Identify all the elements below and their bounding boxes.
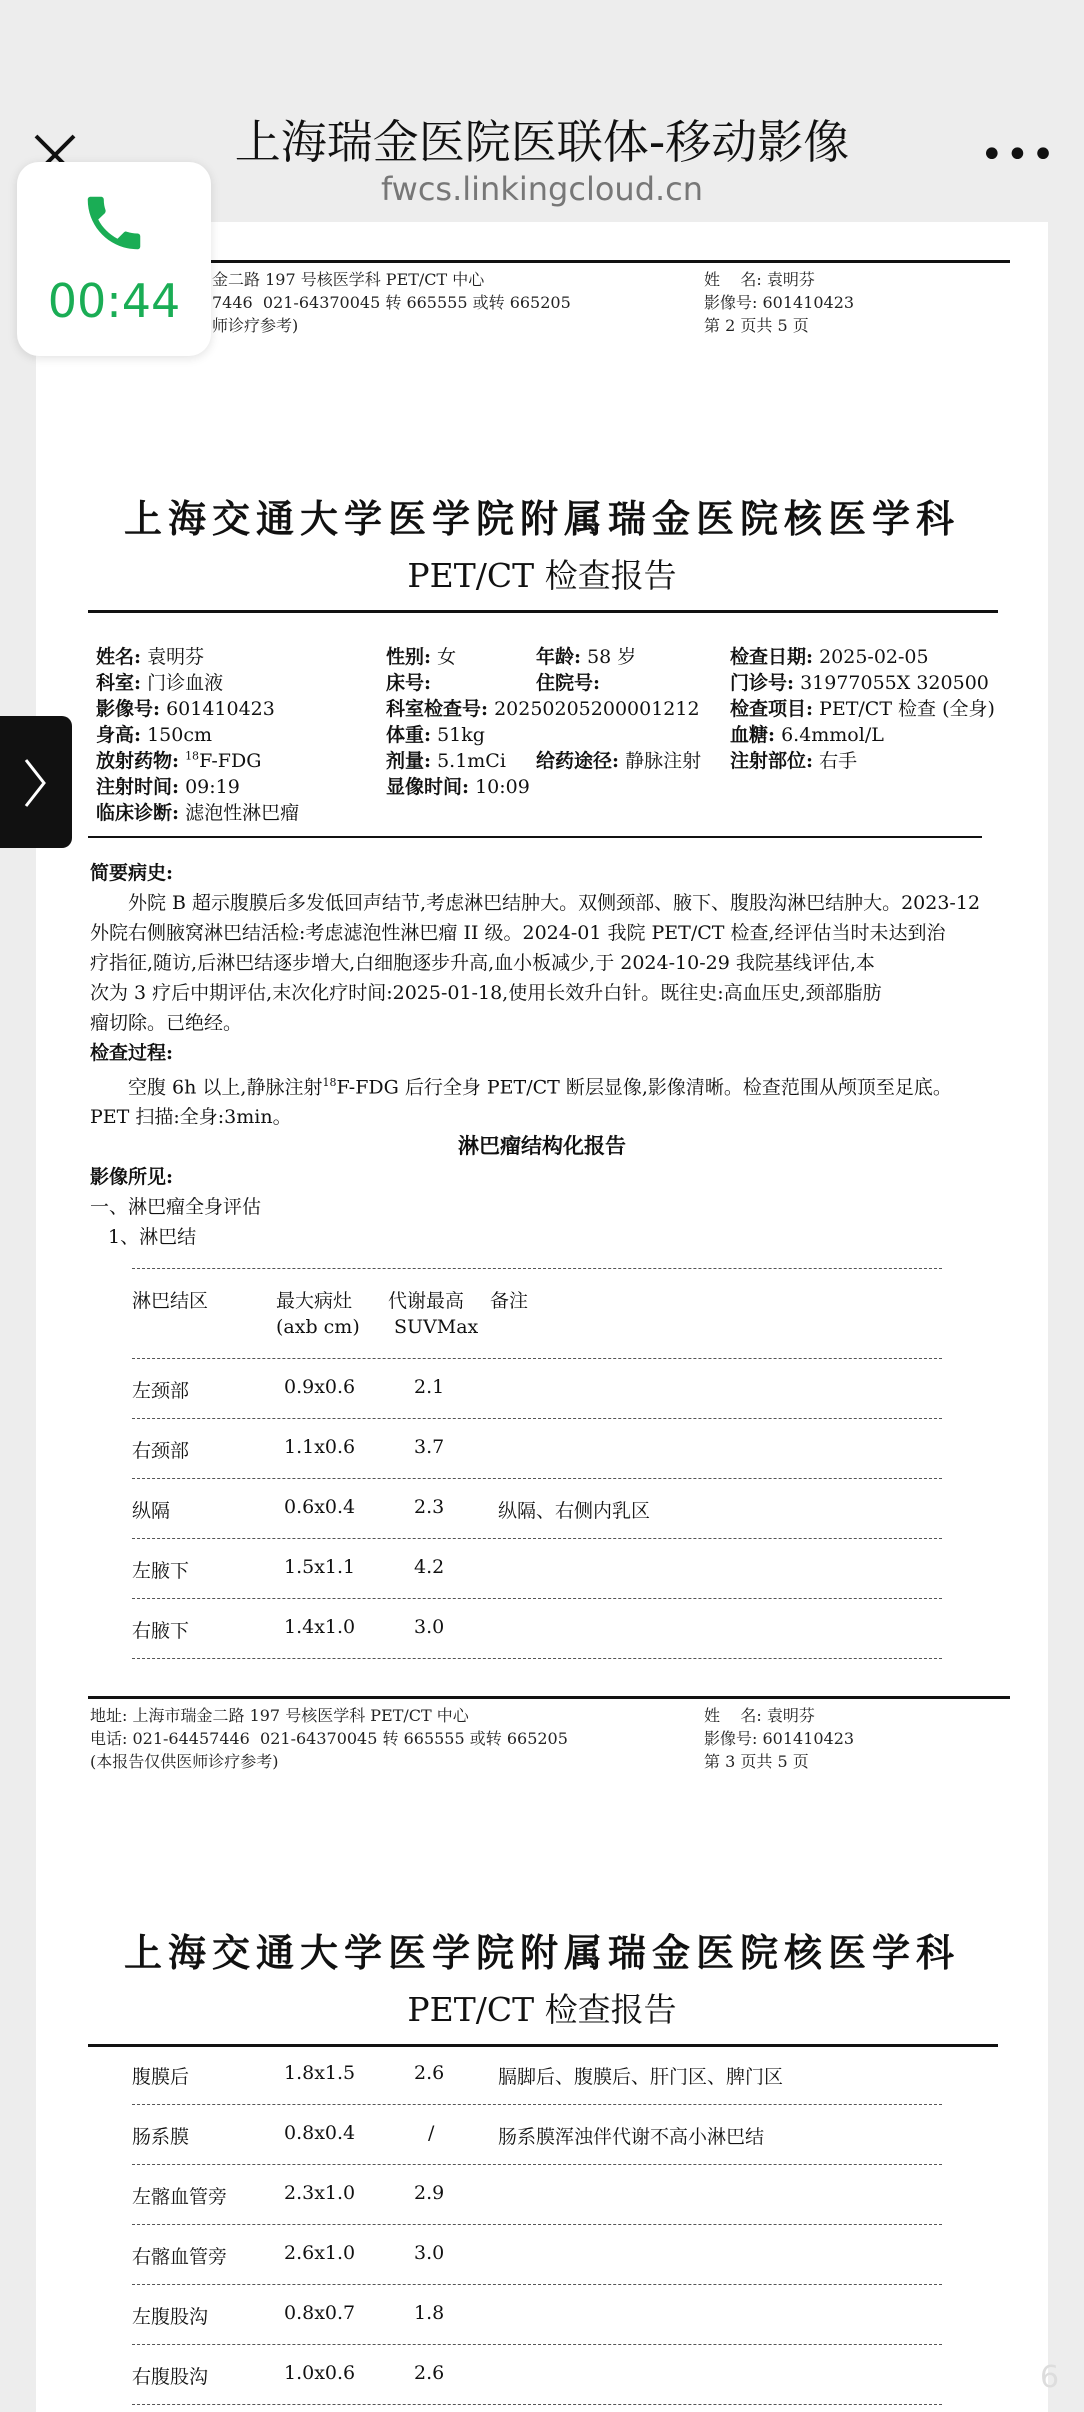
chevron-right-icon: [20, 756, 50, 810]
patient-weight: 体重: 51kg: [386, 724, 485, 746]
department: 科室: 门诊血液: [96, 672, 224, 694]
table-row-size: 0.8x0.7: [284, 2302, 356, 2324]
table-row-suv: 2.6: [414, 2062, 445, 2084]
footer-rule: [120, 260, 1010, 263]
col-header-size: 最大病灶: [276, 1290, 353, 1312]
imaging-time: 显像时间: 10:09: [386, 776, 530, 798]
table-rule: [132, 1598, 942, 1599]
table-row-size: 0.9x0.6: [284, 1376, 356, 1398]
injection-time: 注射时间: 09:19: [96, 776, 240, 798]
table-rule: [132, 2104, 942, 2105]
page-title: 上海瑞金医院医联体-移动影像: [234, 115, 850, 169]
footer-patient-name: 姓 名: 袁明芬: [704, 1706, 815, 1725]
table-row-region: 肠系膜: [132, 2126, 190, 2148]
table-row-suv: 3.0: [414, 1616, 445, 1638]
footer-image-no: 影像号: 601410423: [704, 1729, 855, 1748]
table-rule: [132, 2344, 942, 2345]
table-rule: [132, 1358, 942, 1359]
table-row-suv: /: [428, 2122, 435, 2144]
table-rule: [132, 2224, 942, 2225]
table-rule: [132, 1418, 942, 1419]
report-document: [36, 222, 1048, 2412]
image-number: 影像号: 601410423: [96, 698, 275, 720]
footer-rule: [88, 1696, 1010, 1699]
footer-patient-name: 姓 名: 袁明芬: [704, 270, 815, 289]
table-row-region: 右腹股沟: [132, 2366, 209, 2388]
table-row-size: 2.6x1.0: [284, 2242, 356, 2264]
table-row-region: 左腹股沟: [132, 2306, 209, 2328]
radiopharmaceutical: 放射药物: $^{18}$F-FDG: [96, 749, 262, 772]
clinical-diagnosis: 临床诊断: 滤泡性淋巴瘤: [96, 802, 300, 824]
table-rule: [132, 2284, 942, 2285]
table-row-suv: 2.9: [414, 2182, 445, 2204]
table-row-size: 0.6x0.4: [284, 1496, 356, 1518]
footer-note: 师诊疗参考): [212, 316, 299, 335]
table-row-suv: 4.2: [414, 1556, 445, 1578]
exam-item: 检查项目: PET/CT 检查 (全身): [730, 698, 995, 720]
hospital-name: 上海交通大学医学院附属瑞金医院核医学科: [123, 1930, 960, 1975]
header-rule: [88, 610, 998, 613]
bed-number: 床号:: [386, 672, 432, 694]
table-rule: [132, 1268, 942, 1269]
footer-address: 地址: 上海市瑞金二路 197 号核医学科 PET/CT 中心: [90, 1706, 469, 1725]
table-row-size: 1.8x1.5: [284, 2062, 356, 2084]
table-row-size: 1.5x1.1: [284, 1556, 356, 1578]
more-options-button[interactable]: •••: [980, 132, 1057, 178]
call-timer: 00:44: [47, 274, 181, 328]
table-row-region: 右腋下: [132, 1620, 190, 1642]
col-header-region: 淋巴结区: [132, 1290, 209, 1312]
outpatient-number: 门诊号: 31977055X 320500: [730, 672, 989, 694]
history-heading: 简要病史:: [90, 862, 174, 884]
table-row-region: 左髂血管旁: [132, 2186, 228, 2208]
table-rule: [132, 1658, 942, 1659]
side-expand-tab[interactable]: [0, 716, 72, 848]
footer-phone: 电话: 021-64457446 021-64370045 转 665555 或转 665205: [90, 1729, 568, 1748]
history-text: 外院 B 超示腹膜后多发低回声结节,考虑淋巴结肿大。双侧颈部、腋下、腹股沟淋巴结肿大。2023-12 外院右侧腋窝淋巴结活检:考虑滤泡性淋巴瘤 II 级。2024-01 我院 PET/CT 检查,经评估当时未达到治 疗指征,随访,后淋巴结逐步增大,白细胞逐步升高,血小板减少,于 2024-10-29 我院基线评估,本 次为 3 疗后中期评估,末次化疗时间:2025-01-18,使用长效升白针。既往史:高血压史,颈部脂肪 瘤切除。已绝经。: [90, 892, 981, 1034]
page-indicator: 6: [1040, 2360, 1060, 2395]
table-row-suv: 3.7: [414, 1436, 445, 1458]
procedure-text: 空腹 6h 以上,静脉注射$^{18}$F-FDG 后行全身 PET/CT 断层显像,影像清晰。检查范围从颅顶至足底。 PET 扫描:全身:3min。: [90, 1076, 952, 1129]
exam-date: 检查日期: 2025-02-05: [730, 646, 929, 668]
procedure-heading: 检查过程:: [90, 1042, 174, 1064]
table-row-region: 腹膜后: [132, 2066, 190, 2088]
blood-glucose: 血糖: 6.4mmol/L: [730, 724, 884, 746]
table-row-region: 左颈部: [132, 1380, 190, 1402]
table-row-size: 0.8x0.4: [284, 2122, 356, 2144]
patient-age: 年龄: 58 岁: [536, 646, 637, 668]
col-header-suv-unit: SUVMax: [394, 1316, 479, 1338]
page-url: fwcs.linkingcloud.cn: [380, 170, 704, 208]
table-row-size: 1.4x1.0: [284, 1616, 356, 1638]
table-row-size: 1.0x0.6: [284, 2362, 356, 2384]
footer-note: (本报告仅供医师诊疗参考): [90, 1752, 279, 1771]
table-rule: [132, 1538, 942, 1539]
table-row-size: 2.3x1.0: [284, 2182, 356, 2204]
header-rule: [88, 2044, 998, 2047]
table-row-region: 右颈部: [132, 1440, 190, 1462]
structured-report-title: 淋巴瘤结构化报告: [458, 1133, 626, 1158]
footer-page-number: 第 3 页共 5 页: [704, 1752, 809, 1771]
footer-phone: 7446 021-64370045 转 665555 或转 665205: [212, 293, 571, 312]
dose: 剂量: 5.1mCi: [386, 750, 506, 772]
injection-site: 注射部位: 右手: [730, 750, 858, 772]
findings-subsection: 1、淋巴结: [108, 1226, 197, 1248]
table-row-note: 肠系膜浑浊伴代谢不高小淋巴结: [498, 2126, 765, 2148]
patient-height: 身高: 150cm: [96, 724, 212, 746]
report-title: PET/CT 检查报告: [407, 556, 677, 595]
inpatient-number: 住院号:: [536, 672, 601, 694]
report-title: PET/CT 检查报告: [407, 1990, 677, 2029]
table-row-region: 左腋下: [132, 1560, 190, 1582]
col-header-note: 备注: [490, 1290, 529, 1312]
table-rule: [132, 1478, 942, 1479]
table-row-region: 右髂血管旁: [132, 2246, 228, 2268]
patient-sex: 性别: 女: [386, 646, 457, 668]
admin-route: 给药途径: 静脉注射: [536, 750, 702, 772]
table-rule: [132, 2164, 942, 2165]
table-row-suv: 2.1: [414, 1376, 445, 1398]
table-row-note: 膈脚后、腹膜后、肝门区、脾门区: [498, 2066, 784, 2088]
table-row-size: 1.1x0.6: [284, 1436, 356, 1458]
table-rule: [132, 2404, 942, 2405]
patient-name: 姓名: 袁明芬: [96, 646, 205, 668]
phone-icon: [79, 188, 149, 258]
footer-image-no: 影像号: 601410423: [704, 293, 855, 312]
table-row-region: 纵隔: [132, 1500, 171, 1522]
table-row-suv: 2.3: [414, 1496, 445, 1518]
table-row-note: 纵隔、右侧内乳区: [498, 1500, 651, 1522]
info-rule: [88, 836, 982, 838]
footer-address: 金二路 197 号核医学科 PET/CT 中心: [212, 270, 485, 289]
table-row-suv: 3.0: [414, 2242, 445, 2264]
dept-exam-number: 科室检查号: 20250205200001212: [386, 698, 700, 720]
footer-page-number: 第 2 页共 5 页: [704, 316, 809, 335]
col-header-suv: 代谢最高: [388, 1290, 465, 1312]
findings-heading: 影像所见:: [90, 1166, 174, 1188]
call-floating-widget[interactable]: [17, 162, 211, 356]
col-header-size-unit: (axb cm): [276, 1316, 360, 1338]
hospital-name: 上海交通大学医学院附属瑞金医院核医学科: [123, 496, 960, 541]
table-row-suv: 1.8: [414, 2302, 445, 2324]
page-gutter: [1048, 222, 1084, 2412]
findings-section: 一、淋巴瘤全身评估: [90, 1196, 262, 1218]
table-row-suv: 2.6: [414, 2362, 445, 2384]
